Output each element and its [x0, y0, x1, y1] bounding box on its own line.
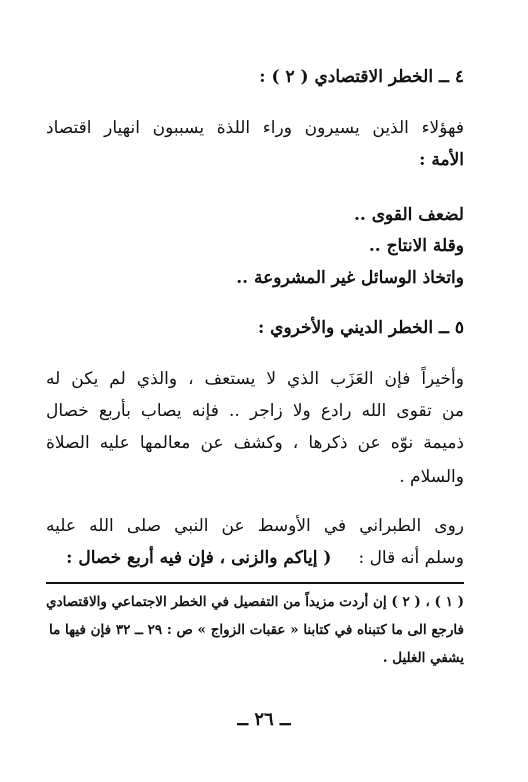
section-heading-economic: ٤ ــ الخطر الاقتصادي ( ٢ ) : — [259, 67, 464, 87]
paragraph-line: وأخيراً فإن العَزَب الذي لا يستعف ، والذي لم يكن له — [46, 369, 464, 389]
hadith-intro: وسلم أنه قال : — [358, 548, 464, 568]
hadith-line — [46, 548, 464, 568]
page-number: ــ ٢٦ ــ — [237, 709, 291, 730]
footnote-line: يشفي الغليل . — [382, 650, 464, 666]
paragraph-line: من تقوى الله رادع ولا زاجر .. فإنه يصاب بأربع خصال — [46, 401, 464, 421]
paragraph-line: الأمة : — [419, 150, 464, 170]
list-item: لضعف القوى .. — [354, 205, 464, 225]
list-item: وقلة الانتاج .. — [368, 236, 464, 256]
paragraph-line: ذميمة نوّه عن ذكرها ، وكشف عن معالمها عليه الصلاة — [46, 433, 464, 453]
section-heading-religious: ٥ ــ الخطر الديني والأخروي : — [257, 318, 464, 338]
paragraph-line: فهؤلاء الذين يسيرون وراء اللذة يسببون انهيار اقتصاد — [46, 118, 464, 138]
hadith-quote: ( إياكم والزنى ، فإن فيه أربع خصال : — [66, 548, 332, 568]
hadith-line: روى الطبراني في الأوسط عن النبي صلى الله عليه — [46, 516, 464, 536]
paragraph-line: والسلام . — [399, 467, 464, 487]
footnote-line: فارجع الى ما كتبناه في كتابنا « عقبات الزواج » ص : ٢٩ ــ ٣٢ فإن فيها ما — [49, 622, 464, 638]
footnote-line: ( ١ ) ، ( ٢ ) إن أردت مزيداً من التفصيل في الخطر الاجتماعي والاقتصادي — [46, 594, 464, 610]
footnote-divider — [46, 582, 464, 584]
list-item: واتخاذ الوسائل غير المشروعة .. — [236, 268, 464, 288]
